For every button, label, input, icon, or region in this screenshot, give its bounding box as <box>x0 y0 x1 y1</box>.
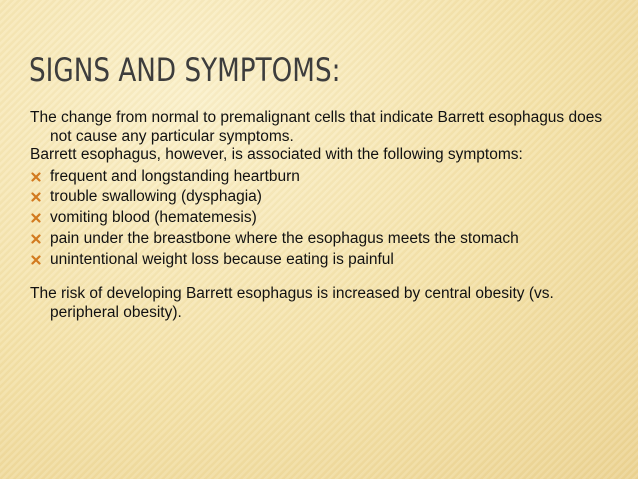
list-item <box>30 188 620 207</box>
spacer <box>30 271 620 285</box>
symptom-list <box>30 168 620 270</box>
intro-paragraph: The change from normal to premalignant cells that indicate Barrett esophagus does not cause any particular symptoms. <box>30 109 603 145</box>
symptoms-lead-paragraph: Barrett esophagus, however, is associated with the following symptoms: <box>30 146 523 163</box>
symptom-text: pain under the breastbone where the esophagus meets the stomach <box>50 229 519 247</box>
slide-title: SIGNS AND SYMPTOMS: <box>29 51 341 89</box>
x-mark-icon <box>31 230 43 248</box>
list-item <box>30 251 620 270</box>
symptom-text: trouble swallowing (dysphagia) <box>50 188 262 206</box>
x-mark-icon <box>31 188 43 206</box>
list-item <box>30 209 620 228</box>
list-item <box>30 230 620 249</box>
risk-paragraph: The risk of developing Barrett esophagus is increased by central obesity (vs. peripheral obesity). <box>30 285 554 321</box>
symptom-text: unintentional weight loss because eating is painful <box>50 250 394 268</box>
x-mark-icon <box>31 209 43 227</box>
slide-body <box>30 109 620 322</box>
symptom-text: vomiting blood (hematemesis) <box>50 209 257 227</box>
x-mark-icon <box>31 251 43 269</box>
list-item <box>30 168 620 187</box>
x-mark-icon <box>31 168 43 186</box>
symptom-text: frequent and longstanding heartburn <box>50 167 300 185</box>
